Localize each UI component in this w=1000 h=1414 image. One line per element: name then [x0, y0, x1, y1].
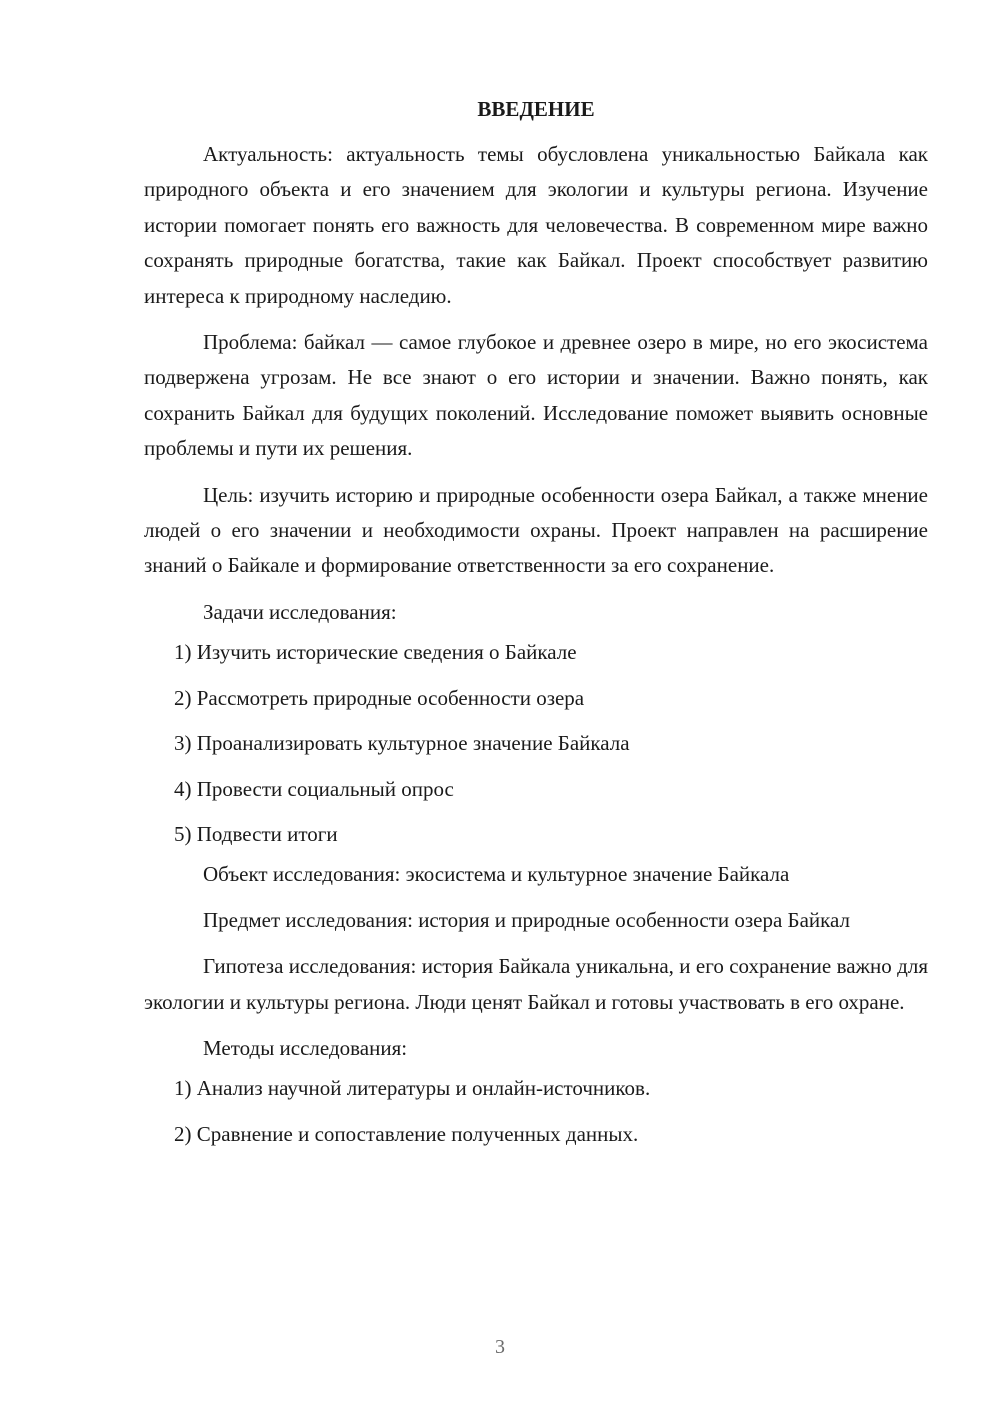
methods-list [144, 1066, 928, 1157]
methods-heading: Методы исследования: [203, 1035, 408, 1060]
subject-paragraph: Предмет исследования: история и природные особенности озера Байкал [203, 907, 851, 932]
document-page [144, 92, 928, 1157]
tasks-heading: Задачи исследования: [203, 599, 397, 624]
list-item: 1) Анализ научной литературы и онлайн-источников. [174, 1076, 651, 1101]
list-item: 2) Сравнение и сопоставление полученных данных. [174, 1121, 639, 1146]
relevance-paragraph: Актуальность: актуальность темы обусловлена уникальностью Байкала как природного объекта и его значением для экологии и культуры региона. Изучение истории помогает понять его важность для человечества. В современном мире важно сохранять природные богатства, такие как Байкал. Проект способствует развитию интереса к природному наследию. [144, 142, 928, 308]
list-item: 4) Провести социальный опрос [174, 776, 454, 801]
object-paragraph: Объект исследования: экосистема и культурное значение Байкала [203, 862, 790, 887]
list-item: 1) Изучить исторические сведения о Байкале [174, 640, 577, 665]
problem-paragraph: Проблема: байкал — самое глубокое и древнее озеро в мире, но его экосистема подвержена угрозам. Не все знают о его истории и значении. Важно понять, как сохранить Байкал для будущих поколений. Исследование поможет выявить основные проблемы и пути их решения. [144, 330, 928, 461]
list-item: 5) Подвести итоги [174, 821, 338, 846]
hypothesis-paragraph: Гипотеза исследования: история Байкала уникальна, и его сохранение важно для экологии и культуры региона. Люди ценят Байкал и готовы участвовать в его охране. [144, 954, 928, 1014]
goal-paragraph: Цель: изучить историю и природные особенности озера Байкал, а также мнение людей о его значении и необходимости охраны. Проект направлен на расширение знаний о Байкале и формирование ответственности за его сохранение. [144, 482, 928, 578]
tasks-list [144, 630, 928, 857]
page-title: ВВЕДЕНИЕ [477, 97, 595, 121]
list-item: 2) Рассмотреть природные особенности озера [174, 685, 585, 710]
page-number: 3 [495, 1336, 505, 1358]
list-item: 3) Проанализировать культурное значение Байкала [174, 731, 630, 756]
